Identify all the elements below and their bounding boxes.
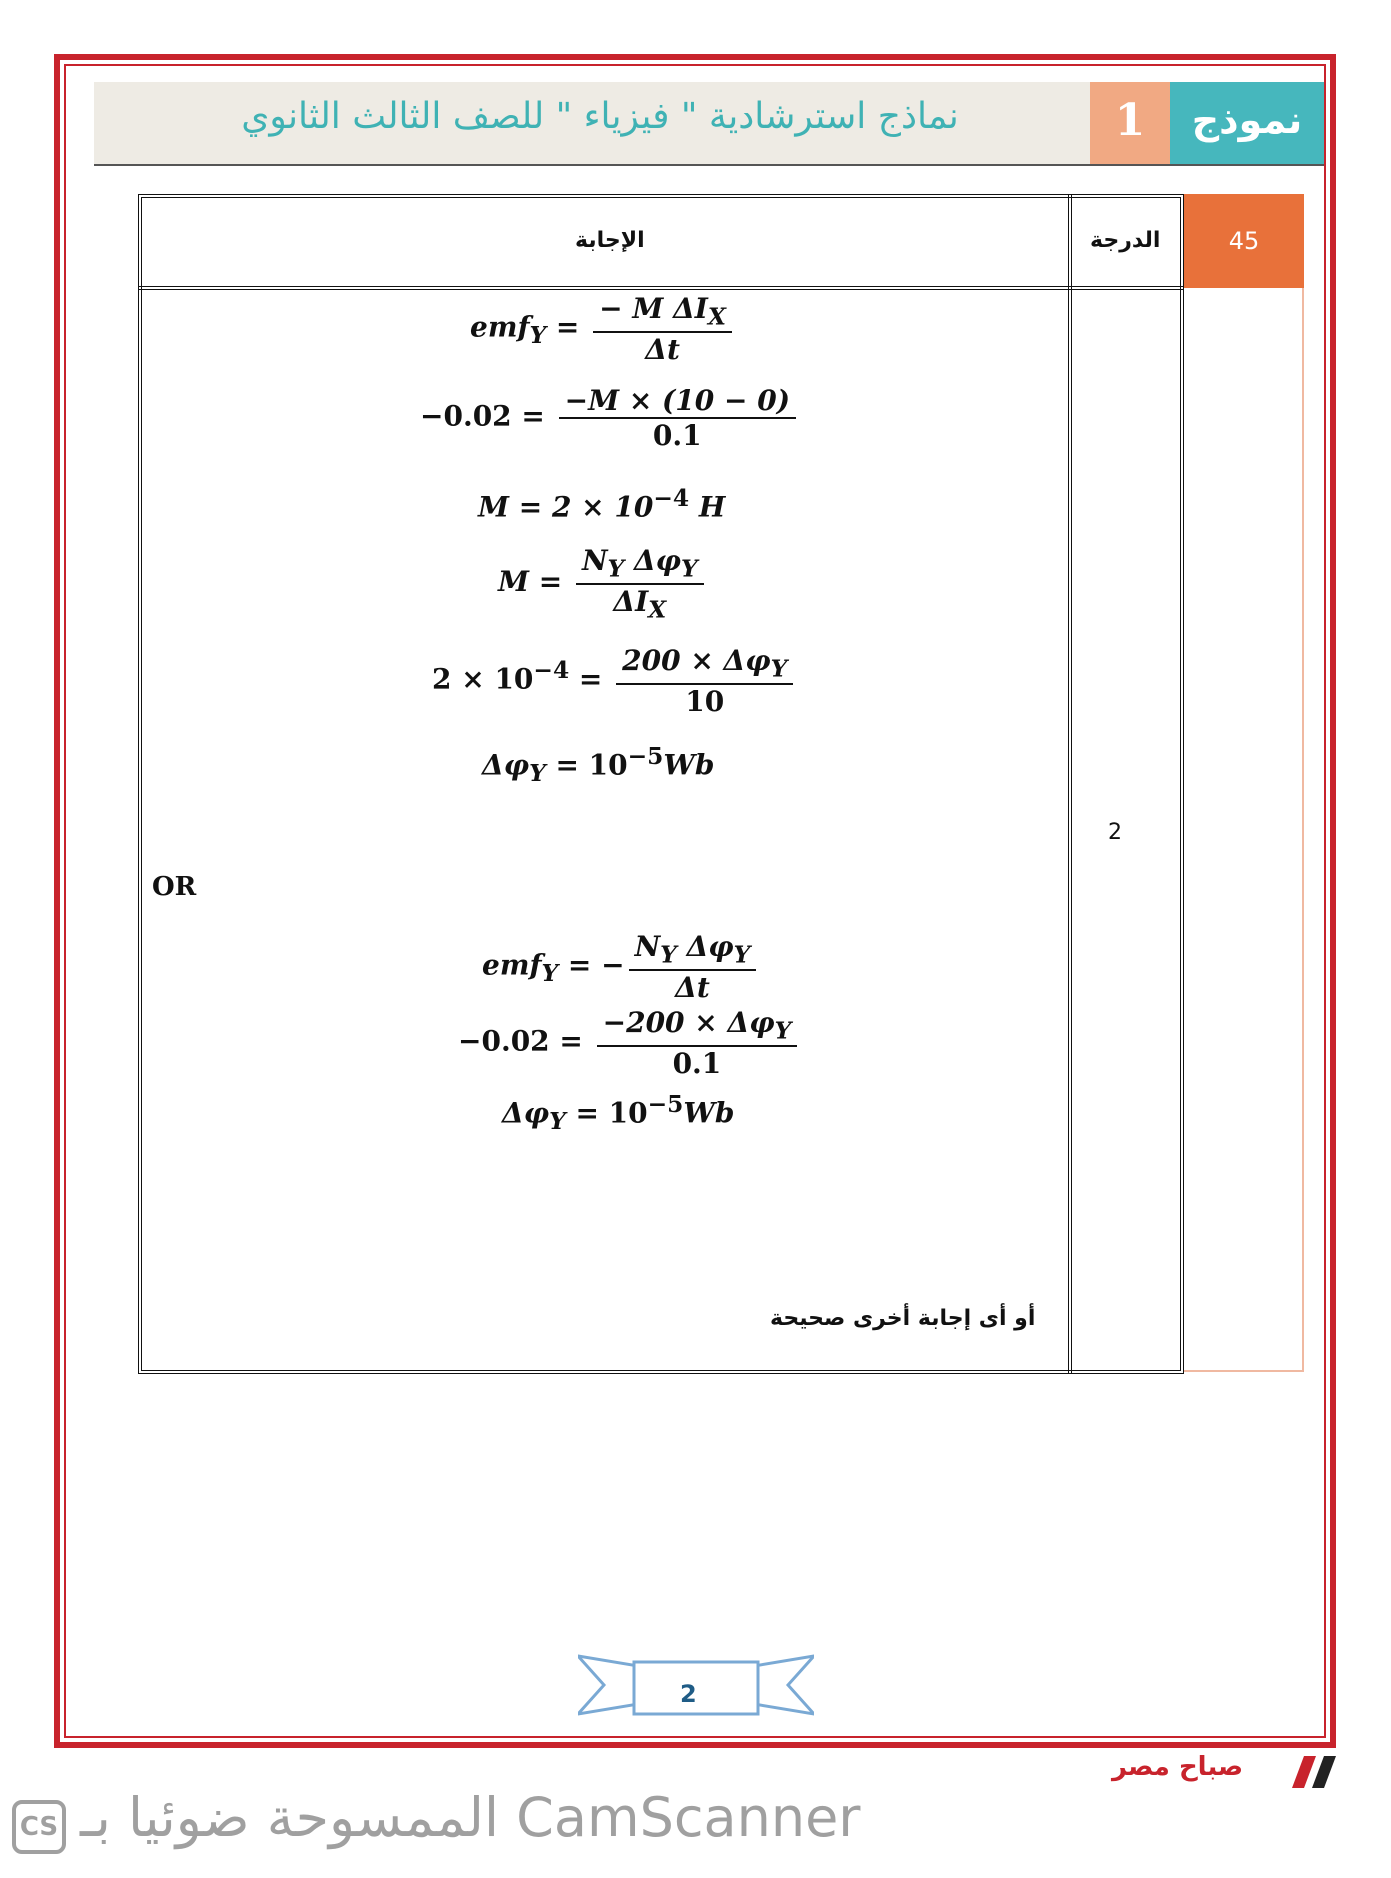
scanner-watermark: الممسوحة ضوئيا بـ CamScanner [80, 1786, 861, 1849]
question-number-badge: 45 [1184, 194, 1304, 288]
grade-column-header: الدرجة [1090, 228, 1161, 253]
equation-emf-faraday: emf$_Y$ = − $\frac{N_Y \Delta\varphi_Y}{\Delta t}$ [482, 930, 760, 1004]
equation-mutual-inductance-result: $M = 2 \times 10^{-4}$ H [478, 484, 726, 524]
equation-flux-result-2: $\Delta\varphi_Y = 10^{-5}Wb$ [502, 1090, 735, 1135]
brand-logo-text: صباح مصر [1112, 1752, 1244, 1782]
equation-substitution-2: $2 \times 10^{-4}$ = $\frac{200 \times \Delta\varphi_Y}{10}$ [432, 644, 797, 718]
table-column-divider [1068, 194, 1072, 1374]
equation-emf-mutual: emf$_Y$ = $\frac{- M \Delta I_X}{\Delta t}$ [470, 292, 736, 366]
model-label: نموذج [1170, 82, 1324, 164]
or-label: OR [152, 872, 197, 902]
question-side-strip [1184, 288, 1304, 1372]
alternative-answer-note: أو أى إجابة أخرى صحيحة [770, 1306, 1036, 1331]
table-header-divider [138, 286, 1184, 290]
equation-flux-result-1: $\Delta\varphi_Y = 10^{-5}Wb$ [482, 742, 715, 787]
camscanner-logo: CS [12, 1800, 66, 1854]
model-number: 1 [1090, 82, 1170, 164]
page-number: 2 [680, 1680, 697, 1708]
equation-substitution-1: −0.02 = $\frac{-M \times (10 - 0)}{0.1}$ [420, 384, 800, 452]
answer-column-header: الإجابة [575, 228, 645, 253]
brand-slash-icon [1282, 1754, 1342, 1790]
grade-value: 2 [1108, 820, 1122, 845]
equation-mutual-inductance-flux: M = $\frac{N_Y \Delta\varphi_Y}{\Delta I_X}$ [498, 544, 708, 623]
header-title: نماذج استرشادية " فيزياء " للصف الثالث الثانوي [241, 96, 959, 137]
equation-substitution-3: −0.02 = $\frac{-200 \times \Delta\varphi_Y}{0.1}$ [458, 1006, 801, 1080]
